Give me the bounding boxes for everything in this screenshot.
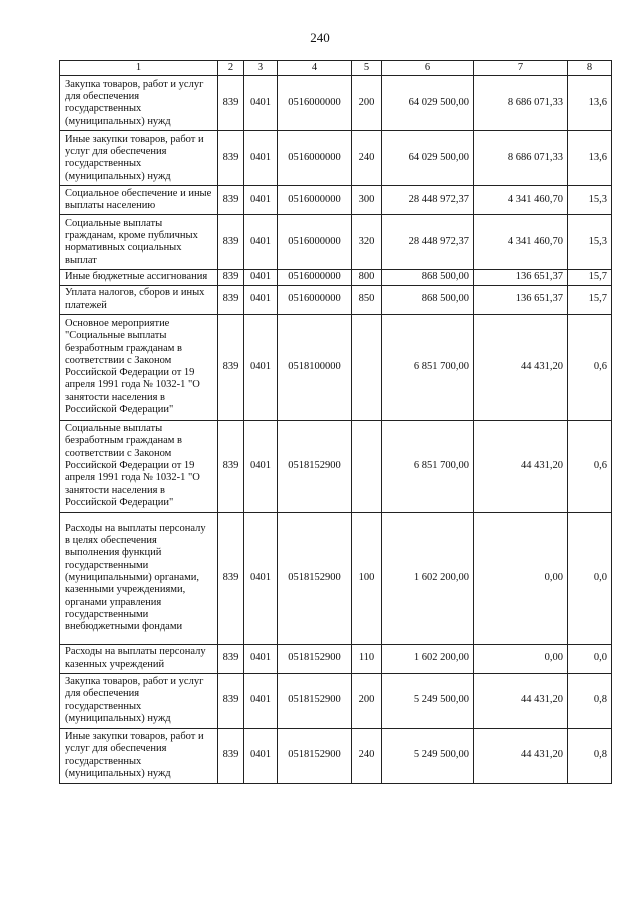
cell-expense-type: 800 [352,270,382,285]
cell-admin-code: 839 [218,131,244,186]
cell-percent: 15,3 [568,186,612,215]
cell-section: 0401 [244,512,278,644]
table-row [60,728,612,783]
cell-percent: 13,6 [568,131,612,186]
column-header: 6 [382,61,474,76]
cell-target-article: 0516000000 [278,285,352,314]
cell-section: 0401 [244,420,278,512]
cell-admin-code: 839 [218,314,244,420]
cell-percent: 0,0 [568,644,612,673]
cell-percent: 15,7 [568,270,612,285]
cell-executed: 8 686 071,33 [474,131,568,186]
row-name: Иные бюджетные ассигнования [60,270,218,285]
row-name: Уплата налогов, сборов и иных платежей [60,285,218,314]
cell-target-article: 0516000000 [278,76,352,131]
row-name: Закупка товаров, работ и услуг для обеспечения государственных (муниципальных) нужд [60,76,218,131]
header-row [60,61,612,76]
cell-admin-code: 839 [218,270,244,285]
cell-planned: 64 029 500,00 [382,76,474,131]
cell-section: 0401 [244,644,278,673]
cell-executed: 44 431,20 [474,420,568,512]
cell-target-article: 0516000000 [278,270,352,285]
cell-expense-type: 200 [352,673,382,728]
cell-executed: 4 341 460,70 [474,186,568,215]
budget-table [59,60,612,784]
cell-admin-code: 839 [218,644,244,673]
cell-section: 0401 [244,131,278,186]
cell-executed: 136 651,37 [474,270,568,285]
cell-expense-type: 100 [352,512,382,644]
cell-executed: 0,00 [474,512,568,644]
row-name: Закупка товаров, работ и услуг для обеспечения государственных (муниципальных) нужд [60,673,218,728]
table-row [60,131,612,186]
table-row [60,76,612,131]
cell-section: 0401 [244,215,278,270]
column-header: 3 [244,61,278,76]
column-header: 4 [278,61,352,76]
cell-planned: 64 029 500,00 [382,131,474,186]
page-number: 240 [310,30,330,45]
cell-expense-type: 110 [352,644,382,673]
cell-planned: 1 602 200,00 [382,644,474,673]
cell-percent: 0,8 [568,673,612,728]
table-row [60,420,612,512]
cell-expense-type: 240 [352,131,382,186]
cell-executed: 44 431,20 [474,728,568,783]
cell-admin-code: 839 [218,76,244,131]
cell-executed: 4 341 460,70 [474,215,568,270]
cell-expense-type: 240 [352,728,382,783]
row-name: Расходы на выплаты персоналу в целях обеспечения выполнения функций государственными (муниципальными) органами, казенными учреждениями, органами управления государственными внебюджетными фондами [60,512,218,644]
table-row [60,270,612,285]
cell-percent: 15,3 [568,215,612,270]
table-row [60,314,612,420]
cell-admin-code: 839 [218,420,244,512]
row-name: Социальные выплаты гражданам, кроме публичных нормативных социальных выплат [60,215,218,270]
cell-percent: 0,6 [568,420,612,512]
cell-target-article: 0518152900 [278,512,352,644]
cell-admin-code: 839 [218,728,244,783]
column-header: 7 [474,61,568,76]
cell-executed: 0,00 [474,644,568,673]
cell-percent: 0,0 [568,512,612,644]
row-name: Основное мероприятие "Социальные выплаты безработным гражданам в соответствии с Законом Российской Федерации от 19 апреля 1991 года № 1032-1 "О занятости населения в Российской Федерации" [60,314,218,420]
cell-executed: 8 686 071,33 [474,76,568,131]
cell-percent: 0,6 [568,314,612,420]
cell-expense-type: 200 [352,76,382,131]
cell-target-article: 0518152900 [278,420,352,512]
cell-target-article: 0516000000 [278,186,352,215]
cell-section: 0401 [244,270,278,285]
cell-expense-type [352,420,382,512]
cell-admin-code: 839 [218,186,244,215]
row-name: Иные закупки товаров, работ и услуг для обеспечения государственных (муниципальных) нужд [60,131,218,186]
cell-expense-type: 320 [352,215,382,270]
cell-target-article: 0516000000 [278,215,352,270]
cell-target-article: 0518152900 [278,644,352,673]
cell-target-article: 0518152900 [278,728,352,783]
row-name: Расходы на выплаты персоналу казенных учреждений [60,644,218,673]
table-row [60,673,612,728]
table-row [60,186,612,215]
cell-percent: 13,6 [568,76,612,131]
cell-planned: 5 249 500,00 [382,728,474,783]
row-name: Иные закупки товаров, работ и услуг для обеспечения государственных (муниципальных) нужд [60,728,218,783]
cell-section: 0401 [244,186,278,215]
column-header: 2 [218,61,244,76]
cell-section: 0401 [244,76,278,131]
cell-percent: 0,8 [568,728,612,783]
cell-planned: 868 500,00 [382,285,474,314]
cell-executed: 136 651,37 [474,285,568,314]
cell-target-article: 0518100000 [278,314,352,420]
cell-target-article: 0516000000 [278,131,352,186]
column-header: 1 [60,61,218,76]
table-row [60,215,612,270]
cell-section: 0401 [244,728,278,783]
cell-planned: 868 500,00 [382,270,474,285]
cell-planned: 1 602 200,00 [382,512,474,644]
column-header: 5 [352,61,382,76]
cell-executed: 44 431,20 [474,673,568,728]
column-header: 8 [568,61,612,76]
cell-planned: 28 448 972,37 [382,215,474,270]
cell-target-article: 0518152900 [278,673,352,728]
cell-expense-type [352,314,382,420]
row-name: Социальные выплаты безработным гражданам в соответствии с Законом Российской Федерации от 19 апреля 1991 года № 1032-1 "О занятости населения в Российской Федерации" [60,420,218,512]
cell-admin-code: 839 [218,512,244,644]
cell-section: 0401 [244,285,278,314]
cell-percent: 15,7 [568,285,612,314]
table-row [60,644,612,673]
cell-admin-code: 839 [218,673,244,728]
cell-planned: 5 249 500,00 [382,673,474,728]
cell-planned: 6 851 700,00 [382,420,474,512]
cell-admin-code: 839 [218,215,244,270]
cell-planned: 6 851 700,00 [382,314,474,420]
cell-section: 0401 [244,673,278,728]
row-name: Социальное обеспечение и иные выплаты населению [60,186,218,215]
cell-planned: 28 448 972,37 [382,186,474,215]
table-row [60,285,612,314]
cell-executed: 44 431,20 [474,314,568,420]
cell-section: 0401 [244,314,278,420]
cell-expense-type: 850 [352,285,382,314]
table-row [60,512,612,644]
cell-expense-type: 300 [352,186,382,215]
cell-admin-code: 839 [218,285,244,314]
